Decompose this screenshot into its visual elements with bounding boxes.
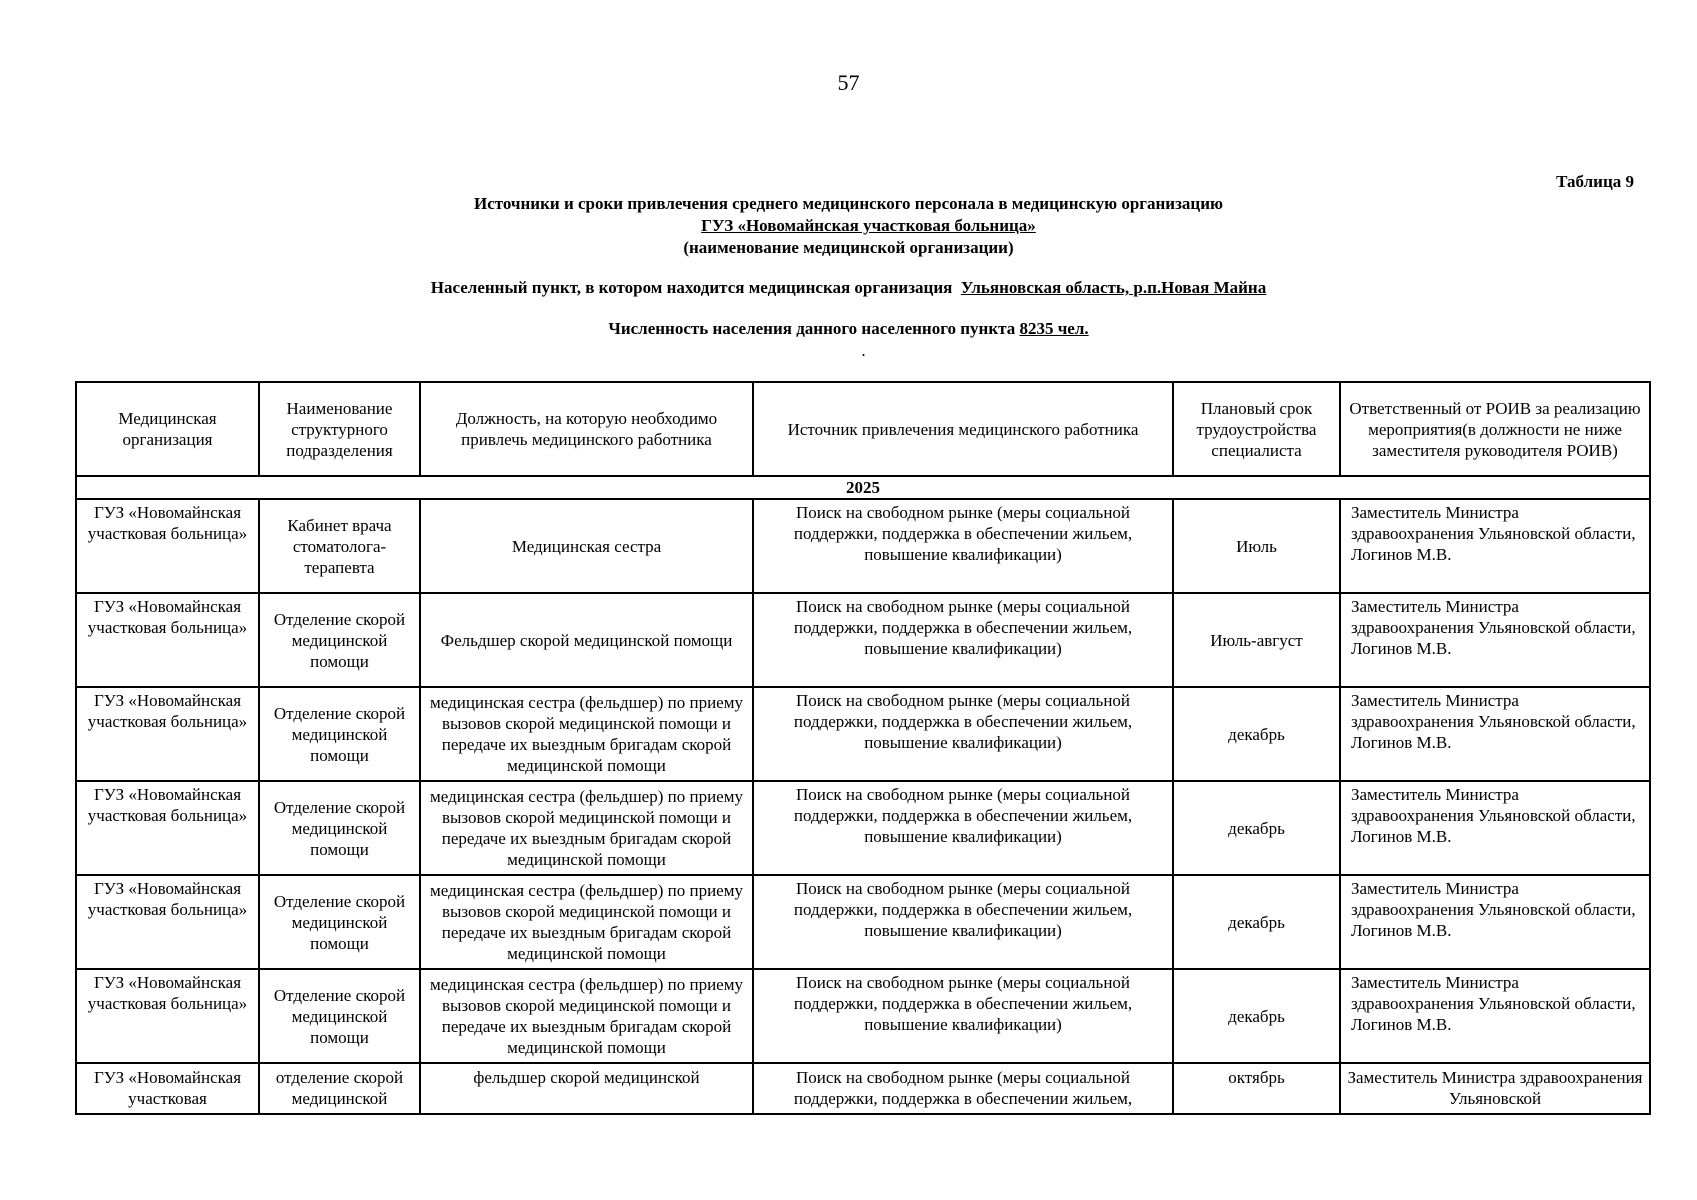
cell-term: декабрь [1173,687,1340,781]
population-line [0,319,1697,339]
table-row [76,1063,1650,1114]
cell-term: декабрь [1173,969,1340,1063]
document-title [0,193,1697,259]
cell-source: Поиск на свободном рынке (меры социальной поддержки, поддержка в обеспечении жильем, повышение квалификации) [753,593,1173,687]
cell-unit: Кабинет врача стоматолога-терапевта [259,499,420,593]
cell-position: фельдшер скорой медицинской [420,1063,753,1114]
cell-unit: Отделение скорой медицинской помощи [259,781,420,875]
location-value: Ульяновская область, р.п.Новая Майна [960,278,1267,297]
header-term: Плановый срок трудоустройства специалиста [1173,382,1340,476]
cell-source: Поиск на свободном рынке (меры социальной поддержки, поддержка в обеспечении жильем, повышение квалификации) [753,969,1173,1063]
organization-name: ГУЗ «Новомайнская участковая больница» [701,216,1036,235]
cell-term: Июль [1173,499,1340,593]
header-org: Медицинская организация [76,382,259,476]
location-line [0,278,1697,298]
cell-term: декабрь [1173,781,1340,875]
cell-responsible: Заместитель Министра здравоохранения Ульяновской области, Логинов М.В. [1340,687,1650,781]
cell-unit: Отделение скорой медицинской помощи [259,875,420,969]
table-row [76,875,1650,969]
cell-source: Поиск на свободном рынке (меры социальной поддержки, поддержка в обеспечении жильем, повышение квалификации) [753,687,1173,781]
header-unit: Наименование структурного подразделения [259,382,420,476]
table-row [76,593,1650,687]
cell-source: Поиск на свободном рынке (меры социальной поддержки, поддержка в обеспечении жильем, [753,1063,1173,1114]
table-row [76,781,1650,875]
cell-source: Поиск на свободном рынке (меры социальной поддержки, поддержка в обеспечении жильем, повышение квалификации) [753,781,1173,875]
location-label: Населенный пункт, в котором находится медицинская организация [430,278,953,297]
table-row [76,687,1650,781]
cell-responsible: Заместитель Министра здравоохранения Ульяновской области, Логинов М.В. [1340,499,1650,593]
cell-unit: Отделение скорой медицинской помощи [259,969,420,1063]
cell-unit: Отделение скорой медицинской помощи [259,687,420,781]
cell-org: ГУЗ «Новомайнская участковая больница» [76,687,259,781]
cell-org: ГУЗ «Новомайнская участковая [76,1063,259,1114]
cell-org: ГУЗ «Новомайнская участковая больница» [76,593,259,687]
staffing-table [75,381,1651,1115]
dot-mark: . [861,341,866,360]
cell-position: Фельдшер скорой медицинской помощи [420,593,753,687]
table-row [76,499,1650,593]
cell-responsible: Заместитель Министра здравоохранения Ульяновской области, Логинов М.В. [1340,969,1650,1063]
population-label: Численность населения данного населенного пункта [608,319,1016,338]
title-line: Источники и сроки привлечения среднего медицинского персонала в медицинскую организацию [473,194,1224,213]
header-responsible: Ответственный от РОИВ за реализацию мероприятия(в должности не ниже заместителя руководителя РОИВ) [1340,382,1650,476]
cell-position: медицинская сестра (фельдшер) по приему вызовов скорой медицинской помощи и передаче их выездным бригадам скорой медицинской помощи [420,875,753,969]
page-number: 57 [837,70,860,95]
cell-position: медицинская сестра (фельдшер) по приему вызовов скорой медицинской помощи и передаче их выездным бригадам скорой медицинской помощи [420,687,753,781]
cell-responsible: Заместитель Министра здравоохранения Ульяновской области, Логинов М.В. [1340,593,1650,687]
cell-unit: отделение скорой медицинской [259,1063,420,1114]
cell-term: Июль-август [1173,593,1340,687]
cell-position: Медицинская сестра [420,499,753,593]
cell-position: медицинская сестра (фельдшер) по приему вызовов скорой медицинской помощи и передаче их выездным бригадам скорой медицинской помощи [420,781,753,875]
header-source: Источник привлечения медицинского работника [753,382,1173,476]
cell-responsible: Заместитель Министра здравоохранения Ульяновской [1340,1063,1650,1114]
table-header-row [76,382,1650,476]
population-value: 8235 чел. [1019,319,1089,338]
header-position: Должность, на которую необходимо привлечь медицинского работника [420,382,753,476]
year-cell: 2025 [76,476,1650,499]
cell-org: ГУЗ «Новомайнская участковая больница» [76,781,259,875]
cell-responsible: Заместитель Министра здравоохранения Ульяновской области, Логинов М.В. [1340,781,1650,875]
organization-caption: (наименование медицинской организации) [683,238,1014,257]
cell-org: ГУЗ «Новомайнская участковая больница» [76,875,259,969]
table-label: Таблица 9 [1556,172,1634,191]
table-row [76,969,1650,1063]
cell-org: ГУЗ «Новомайнская участковая больница» [76,969,259,1063]
cell-responsible: Заместитель Министра здравоохранения Ульяновской области, Логинов М.В. [1340,875,1650,969]
cell-position: медицинская сестра (фельдшер) по приему вызовов скорой медицинской помощи и передаче их выездным бригадам скорой медицинской помощи [420,969,753,1063]
cell-source: Поиск на свободном рынке (меры социальной поддержки, поддержка в обеспечении жильем, повышение квалификации) [753,499,1173,593]
cell-org: ГУЗ «Новомайнская участковая больница» [76,499,259,593]
cell-source: Поиск на свободном рынке (меры социальной поддержки, поддержка в обеспечении жильем, повышение квалификации) [753,875,1173,969]
year-row [76,476,1650,499]
cell-term: октябрь [1173,1063,1340,1114]
cell-unit: Отделение скорой медицинской помощи [259,593,420,687]
cell-term: декабрь [1173,875,1340,969]
